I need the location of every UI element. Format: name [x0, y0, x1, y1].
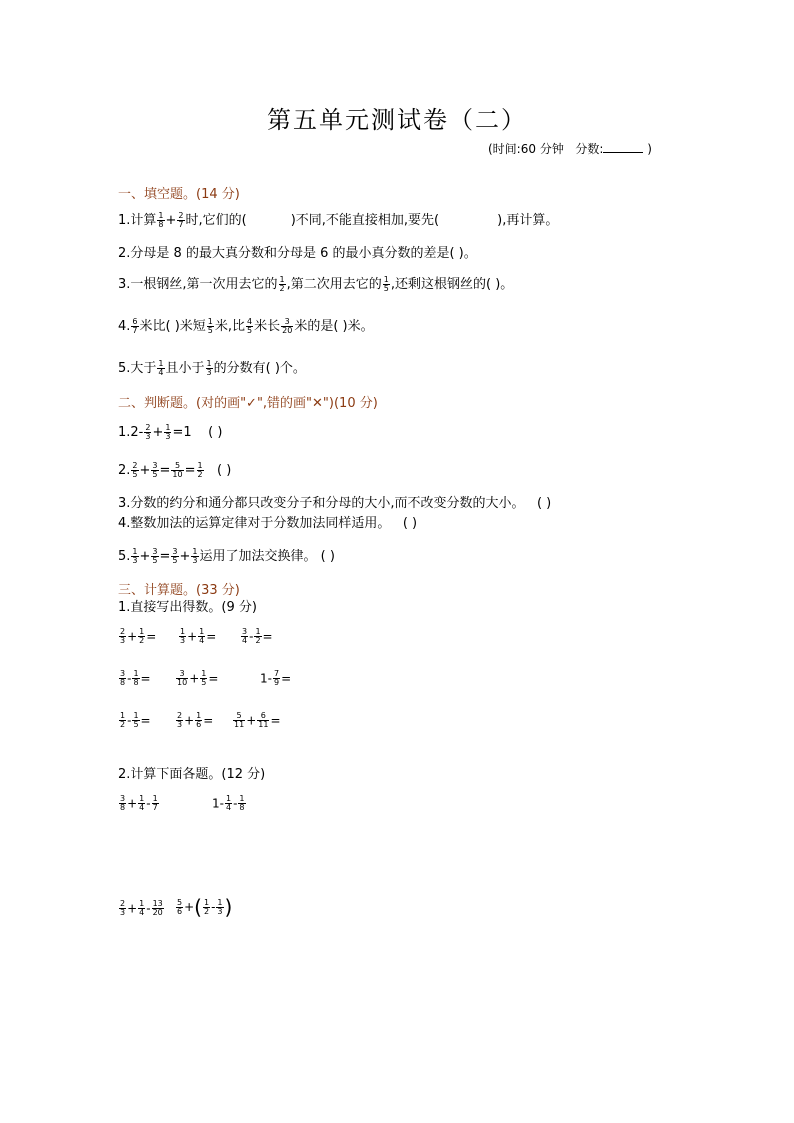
- direct-item-4: [118, 670, 151, 687]
- fraction: $\frac{1}{4}$: [139, 899, 145, 917]
- operator: +: [187, 629, 198, 644]
- time-label: (时间:: [488, 142, 521, 156]
- meta-close: ): [647, 142, 652, 156]
- q-text: =1: [172, 425, 192, 440]
- s1-question-4: [118, 318, 374, 335]
- fraction: $\frac{1}{2}$: [279, 275, 285, 293]
- s2-question-2: [118, 462, 231, 479]
- answer-paren[interactable]: ( ): [402, 516, 418, 531]
- direct-item-8: [175, 712, 213, 729]
- q-text: 时,它们的(: [185, 213, 247, 228]
- fraction: $\frac{1}{3}$: [132, 547, 138, 565]
- fraction: $\frac{2}{3}$: [145, 423, 151, 441]
- q-text: 米长: [254, 319, 281, 334]
- fraction: $\frac{3}{4}$: [242, 627, 248, 645]
- fraction: $\frac{2}{5}$: [132, 461, 138, 479]
- page-title: 第五单元测试卷（二）: [267, 106, 527, 134]
- direct-item-5: [175, 670, 218, 687]
- operator: =: [159, 463, 171, 478]
- q-text: ),再计算。: [497, 213, 559, 228]
- fraction: $\frac{1}{5}$: [133, 711, 139, 729]
- fraction: $\frac{1}{4}$: [139, 794, 145, 812]
- fraction: $\frac{1}{3}$: [180, 627, 186, 645]
- operator: =: [146, 629, 157, 644]
- fraction: $\frac{1}{5}$: [207, 317, 213, 335]
- fraction: $\frac{1}{4}$: [158, 359, 164, 377]
- fraction: $\frac{1}{3}$: [217, 897, 223, 916]
- s1-question-5: [118, 360, 306, 377]
- q-text: 运用了加法交换律。: [199, 549, 317, 564]
- answer-paren[interactable]: ( ): [217, 463, 232, 478]
- fraction: $\frac{1}{4}$: [225, 794, 232, 812]
- operator: -: [127, 713, 132, 728]
- s2-question-5: [118, 548, 335, 565]
- fraction: $\frac{1}{3}$: [165, 423, 171, 441]
- direct-item-6: [260, 670, 291, 687]
- q-text: ,第二次用去它的: [286, 277, 382, 292]
- s2-question-3: [118, 496, 551, 512]
- fraction: $\frac{3}{10}$: [177, 669, 188, 687]
- q-text: 且小于: [165, 361, 205, 376]
- operator: =: [140, 713, 151, 728]
- operator: +: [179, 549, 191, 564]
- score-label: 分数:: [575, 142, 604, 156]
- operator: =: [270, 713, 281, 728]
- fraction: $\frac{3}{20}$: [282, 317, 293, 335]
- fraction: $\frac{1}{5}$: [383, 275, 389, 293]
- s3-sub1-heading: 1.直接写出得数。(9 分): [118, 600, 257, 615]
- fraction: $\frac{1}{5}$: [201, 669, 207, 687]
- fraction: $\frac{5}{11}$: [234, 711, 245, 729]
- q-text: 米比( )米短: [139, 319, 206, 334]
- fraction: $\frac{1}{2}$: [139, 627, 145, 645]
- s1-question-1: [118, 212, 558, 229]
- operator: -: [249, 629, 254, 644]
- operator: =: [159, 549, 171, 564]
- operator: =: [206, 629, 217, 644]
- operator: +: [184, 900, 195, 914]
- q-text: 的分数有( )个。: [213, 361, 306, 376]
- fraction: $\frac{5}{6}$: [177, 897, 183, 916]
- operator: +: [139, 463, 151, 478]
- calc-item-2: [212, 795, 247, 812]
- q-text: 3.一根钢丝,第一次用去它的: [118, 277, 278, 292]
- time-value: 60: [520, 142, 537, 156]
- fraction: $\frac{6}{11}$: [258, 711, 269, 729]
- q-text: 4.整数加法的运算定律对于分数加法同样适用。: [118, 516, 391, 531]
- operator: =: [281, 671, 292, 686]
- operator: +: [127, 629, 138, 644]
- operator: =: [203, 713, 214, 728]
- calc-item-3: [118, 900, 165, 917]
- answer-paren[interactable]: ( ): [536, 496, 552, 511]
- operator: 1-: [260, 671, 272, 686]
- fraction: $\frac{3}{8}$: [120, 669, 126, 687]
- operator: =: [208, 671, 219, 686]
- right-paren: ): [224, 895, 233, 919]
- operator: +: [139, 549, 151, 564]
- fraction: $\frac{13}{20}$: [152, 899, 163, 917]
- operator: +: [127, 796, 138, 811]
- q-text: 5.: [118, 549, 131, 564]
- fraction: $\frac{2}{3}$: [120, 627, 126, 645]
- q-text: 米的是( )米。: [294, 319, 374, 334]
- fraction: $\frac{1}{8}$: [158, 211, 164, 229]
- q-text: ,还剩这根钢丝的( )。: [390, 277, 514, 292]
- q-text: 2.: [118, 463, 131, 478]
- answer-paren[interactable]: ( ): [208, 425, 223, 440]
- operator: +: [127, 901, 138, 916]
- operator: =: [262, 629, 273, 644]
- score-blank[interactable]: [603, 141, 643, 153]
- direct-item-3: [240, 628, 273, 645]
- s1-question-3: [118, 276, 513, 293]
- operator: -: [127, 671, 132, 686]
- operator: -: [233, 796, 238, 811]
- operator: =: [140, 671, 151, 686]
- fraction: $\frac{1}{2}$: [203, 897, 210, 916]
- fraction: $\frac{5}{10}$: [172, 461, 183, 479]
- fraction: $\frac{2}{3}$: [120, 899, 126, 917]
- fraction: $\frac{4}{5}$: [247, 317, 253, 335]
- s3-sub2-heading: 2.计算下面各题。(12 分): [118, 767, 266, 782]
- section3-heading: 三、计算题。(33 分): [118, 583, 240, 598]
- time-unit: 分钟: [539, 142, 564, 156]
- fraction: $\frac{1}{3}$: [206, 359, 212, 377]
- direct-item-2: [178, 628, 216, 645]
- exam-meta: [488, 140, 652, 157]
- operator: -: [146, 901, 151, 916]
- fraction: $\frac{3}{5}$: [172, 547, 178, 565]
- operator: +: [152, 425, 164, 440]
- fraction: $\frac{6}{7}$: [132, 317, 138, 335]
- q-text: 米,比: [214, 319, 246, 334]
- fraction: $\frac{1}{2}$: [120, 711, 126, 729]
- direct-item-7: [118, 712, 151, 729]
- operator: +: [184, 713, 195, 728]
- section2-heading: 二、判断题。(对的画"✓",错的画"✕")(10 分): [118, 396, 378, 411]
- fraction: $\frac{1}{8}$: [133, 669, 139, 687]
- fraction: $\frac{3}{8}$: [120, 794, 126, 812]
- fraction: $\frac{2}{7}$: [178, 211, 184, 229]
- fraction: $\frac{1}{4}$: [199, 627, 205, 645]
- direct-item-1: [118, 628, 156, 645]
- fraction: $\frac{7}{9}$: [273, 669, 280, 687]
- left-paren: (: [194, 895, 202, 919]
- fraction: $\frac{3}{5}$: [152, 547, 158, 565]
- fraction: $\frac{1}{2}$: [197, 461, 203, 479]
- q-text: 1.2-: [118, 425, 144, 440]
- operator: 1-: [212, 796, 224, 811]
- q-text: 4.: [118, 319, 131, 334]
- fraction: $\frac{1}{3}$: [192, 547, 198, 565]
- operator: +: [246, 713, 257, 728]
- s1-question-2: 2.分母是 8 的最大真分数和分母是 6 的最小真分数的差是( )。: [118, 246, 477, 261]
- fraction: $\frac{1}{8}$: [239, 794, 245, 812]
- fraction: $\frac{1}{7}$: [152, 794, 158, 812]
- fraction: $\frac{1}{6}$: [196, 711, 202, 729]
- fraction: $\frac{1}{2}$: [255, 627, 261, 645]
- answer-paren[interactable]: ( ): [320, 549, 335, 564]
- s2-question-1: [118, 424, 222, 441]
- fraction: $\frac{2}{3}$: [177, 711, 183, 729]
- q-text: 3.分数的约分和通分都只改变分子和分母的大小,而不改变分数的大小。: [118, 496, 525, 511]
- operator: -: [211, 900, 216, 914]
- operator: =: [184, 463, 196, 478]
- fraction: $\frac{3}{5}$: [152, 461, 158, 479]
- q-text: )不同,不能直接相加,要先(: [290, 213, 440, 228]
- q-text: 5.大于: [118, 361, 157, 376]
- direct-item-9: [232, 712, 281, 729]
- operator: +: [189, 671, 200, 686]
- operator: +: [165, 213, 177, 228]
- calc-item-4: [175, 895, 233, 919]
- operator: -: [146, 796, 151, 811]
- q-text: 1.计算: [118, 213, 157, 228]
- s2-question-4: [118, 516, 417, 532]
- section1-heading: 一、填空题。(14 分): [118, 187, 240, 202]
- calc-item-1: [118, 795, 160, 812]
